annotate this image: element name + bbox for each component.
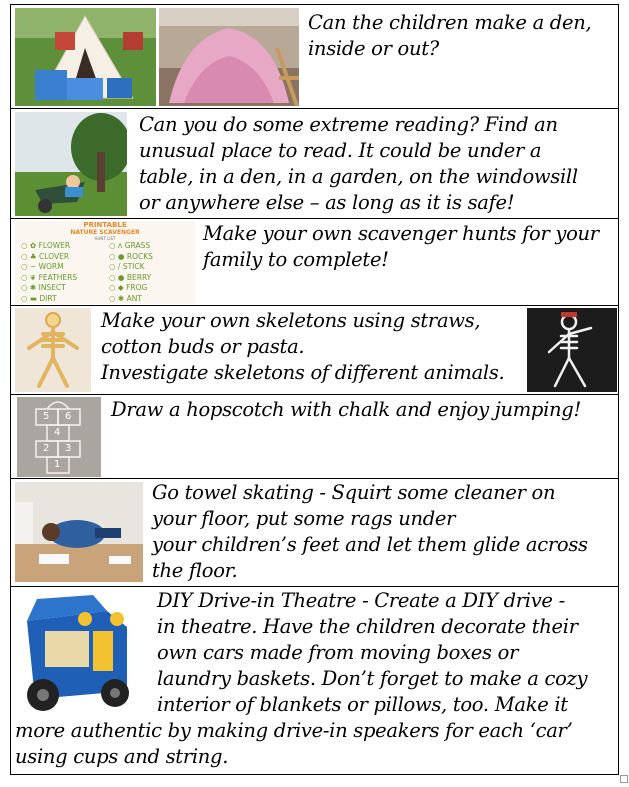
row-hopscotch-text (111, 397, 581, 423)
scavenger-item: ○ ᴧ GRASS (109, 241, 151, 250)
scavenger-subheading: NATURE SCAVENGER (70, 229, 140, 236)
scavenger-item: ○ / STICK (109, 262, 145, 271)
text-line: Investigate skeletons of different animals. (101, 361, 505, 384)
scavenger-item: ○ ● BERRY (109, 272, 152, 282)
hopscotch-number: 2 (43, 443, 50, 454)
tent-photo (15, 8, 156, 106)
text-line: your floor, put some rags under (152, 507, 456, 530)
scavenger-list-image (15, 221, 195, 304)
row-den (11, 5, 618, 109)
text-line: DIY Drive-in Theatre - Create a DIY drive - (157, 589, 565, 612)
row-hopscotch (11, 395, 618, 479)
text-line: Can the children make a den, (308, 11, 592, 34)
text-line: interior of blankets or pillows, too. Make it (157, 693, 568, 716)
scavenger-item: ○ ♣ CLOVER (21, 251, 70, 261)
straw-skeleton-photo (527, 308, 617, 392)
text-line: Can you do some extreme reading? Find an (139, 113, 558, 136)
text-line: Draw a hopscotch with chalk and enjoy jumping! (111, 398, 581, 421)
row-reading (11, 109, 618, 219)
page-end-marker (620, 775, 628, 783)
text-line: more authentic by making drive-in speakers for each ‘car’ (15, 719, 573, 742)
text-line: cotton buds or pasta. (101, 335, 305, 358)
text-line: table, in a den, in a garden, on the windowsill (139, 165, 578, 188)
hopscotch-number: 3 (65, 443, 72, 454)
row-drive-in-text-bottom (15, 718, 572, 770)
text-line: Make your own skeletons using straws, (101, 309, 481, 332)
scavenger-item: ○ ✿ FLOWER (21, 241, 71, 250)
row-drive-in (11, 587, 618, 776)
scavenger-heading: PRINTABLE (83, 221, 127, 229)
row-scavenger-text (203, 221, 599, 273)
scavenger-item: ○ ● ROCKS (109, 251, 153, 261)
text-line: unusual place to read. It could be under a (139, 139, 542, 162)
activity-sheet (10, 4, 619, 775)
text-line: family to complete! (203, 248, 389, 271)
text-line: own cars made from moving boxes or (157, 641, 519, 664)
text-line: laundry baskets. Don’t forget to make a cozy (157, 667, 588, 690)
text-line: in theatre. Have the children decorate their (157, 615, 578, 638)
row-skeletons-text (101, 308, 504, 386)
hopscotch-photo (17, 397, 101, 477)
text-line: using cups and string. (15, 745, 229, 768)
scavenger-item: ○ ❦ FEATHERS (21, 272, 78, 282)
row-den-text (308, 10, 591, 62)
hopscotch-number: 6 (65, 411, 72, 422)
scavenger-item: ○ ✱ ANT (109, 293, 142, 303)
wheelbarrow-reading-photo (15, 112, 127, 216)
scavenger-item: ○ ✱ INSECT (21, 283, 66, 292)
text-line: inside or out? (308, 37, 439, 60)
text-line: or anywhere else – as long as it is safe! (139, 191, 515, 214)
row-towel-skating-text (152, 480, 588, 584)
row-scavenger (11, 219, 618, 306)
scavenger-item: ○ ~ WORM (21, 262, 64, 271)
hopscotch-number: 1 (54, 459, 61, 470)
hopscotch-number: 5 (43, 411, 50, 422)
row-drive-in-text-top (157, 588, 587, 718)
pasta-skeleton-photo (15, 308, 91, 392)
hopscotch-number: 4 (54, 427, 61, 438)
blanket-den-photo (159, 8, 299, 106)
scavenger-subtitle: HUNT LIST (94, 236, 116, 241)
text-line: Go towel skating - Squirt some cleaner on (152, 481, 556, 504)
text-line: the floor. (152, 559, 238, 582)
cardboard-car-photo (15, 591, 147, 717)
scavenger-item: ○ ▬ DIRT (21, 293, 57, 303)
scavenger-item: ○ ◆ FROG (109, 283, 148, 292)
text-line: Make your own scavenger hunts for your (203, 222, 599, 245)
row-towel-skating (11, 479, 618, 587)
row-skeletons (11, 306, 618, 395)
towel-skating-photo (15, 482, 143, 582)
text-line: your children’s feet and let them glide across (152, 533, 588, 556)
row-reading-text (139, 112, 578, 216)
